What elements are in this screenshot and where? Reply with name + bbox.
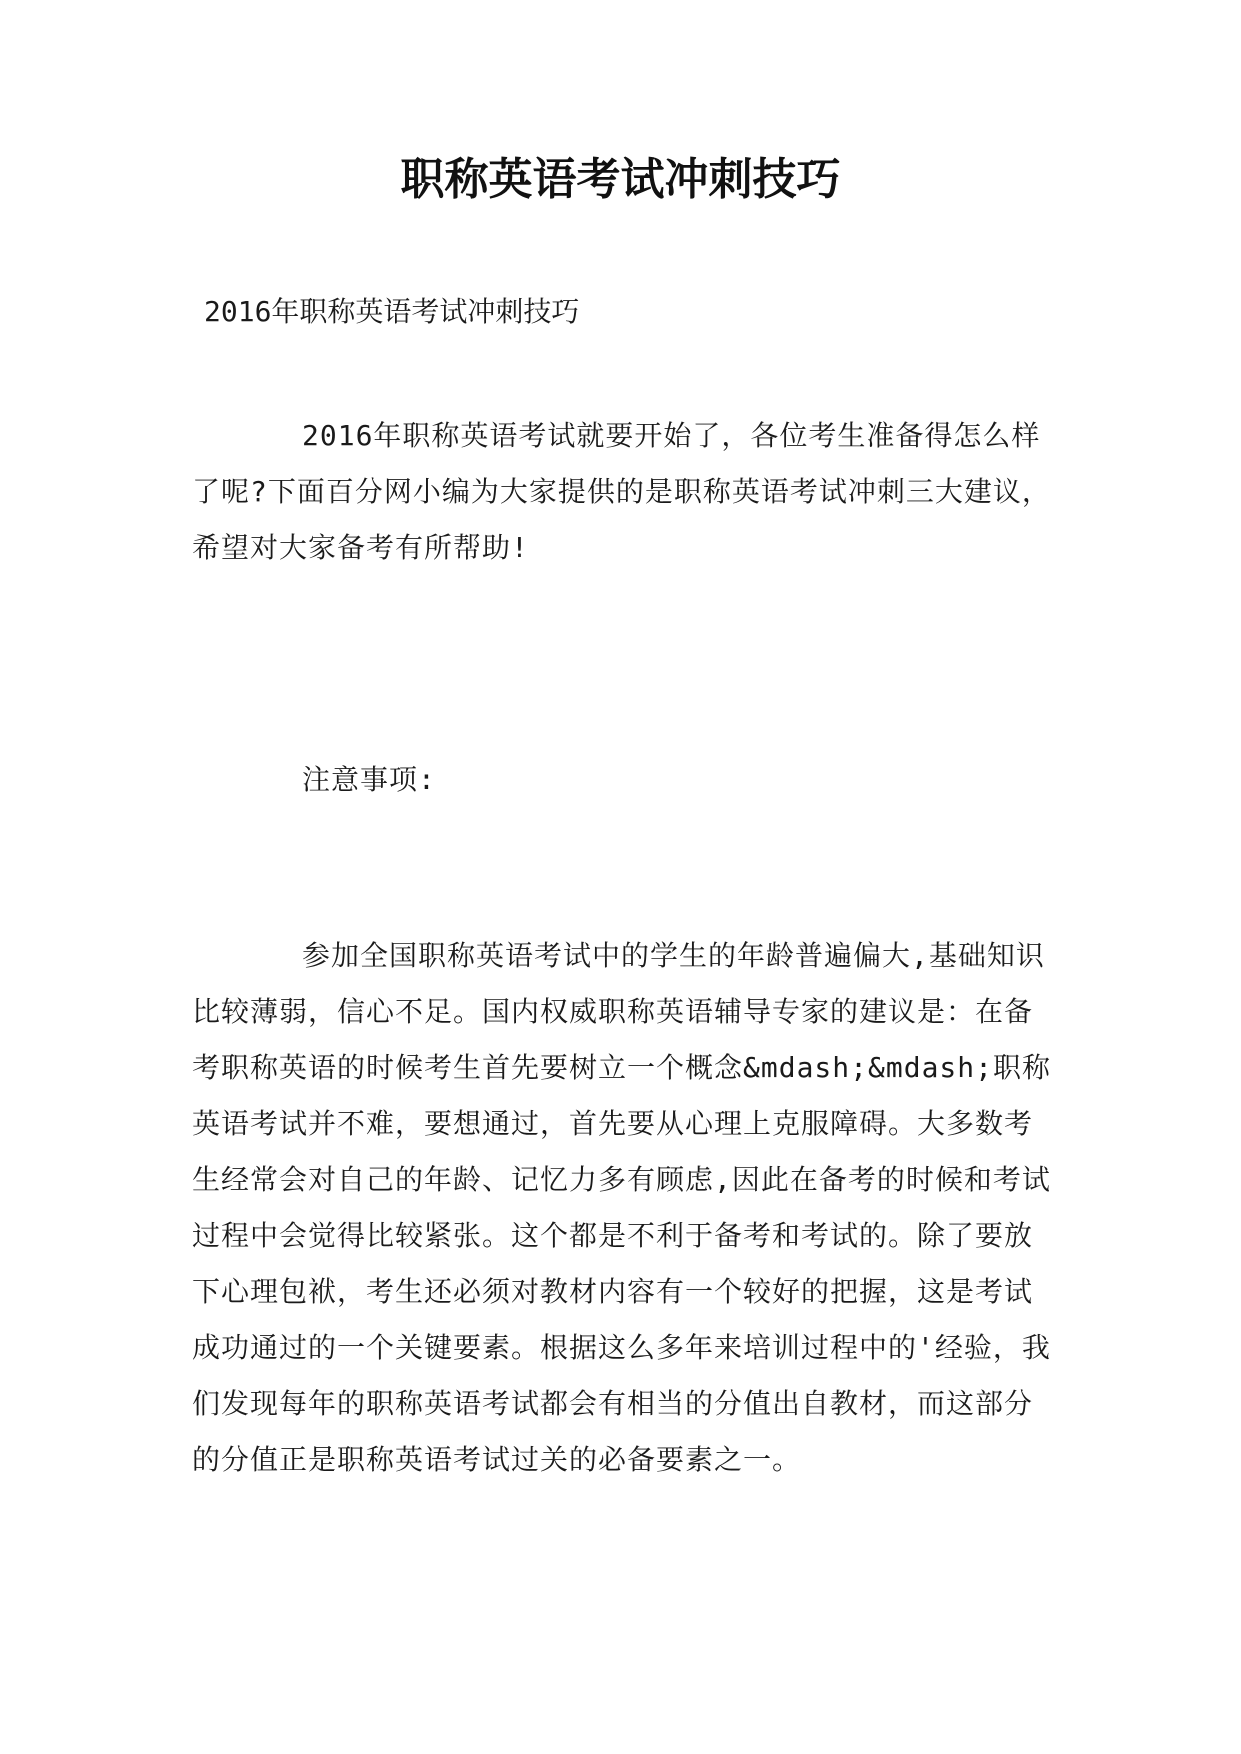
document-title: 职称英语考试冲刺技巧 <box>400 154 841 205</box>
document-subtitle: 2016年职称英语考试冲刺技巧 <box>204 295 580 328</box>
notes-heading: 注意事项: <box>302 763 436 796</box>
intro-paragraph: 2016年职称英语考试就要开始了，各位考生准备得怎么样了呢?下面百分网小编为大家提供的是职称英语考试冲刺三大建议，希望对大家备考有所帮助! <box>192 419 1051 564</box>
body-paragraph: 参加全国职称英语考试中的学生的年龄普遍偏大,基础知识比较薄弱，信心不足。国内权威职称英语辅导专家的建议是：在备考职称英语的时候考生首先要树立一个概念&mdash;&mdash;职称英语考试并不难，要想通过，首先要从心理上克服障碍。大多数考生经常会对自己的年龄、记忆力多有顾虑,因此在备考的时候和考试过程中会觉得比较紧张。这个都是不利于备考和考试的。除了要放下心理包袱，考生还必须对教材内容有一个较好的把握，这是考试成功通过的一个关键要素。根据这么多年来培训过程中的'经验，我们发现每年的职称英语考试都会有相当的分值出自教材，而这部分的分值正是职称英语考试过关的必备要素之一。 <box>192 939 1052 1476</box>
